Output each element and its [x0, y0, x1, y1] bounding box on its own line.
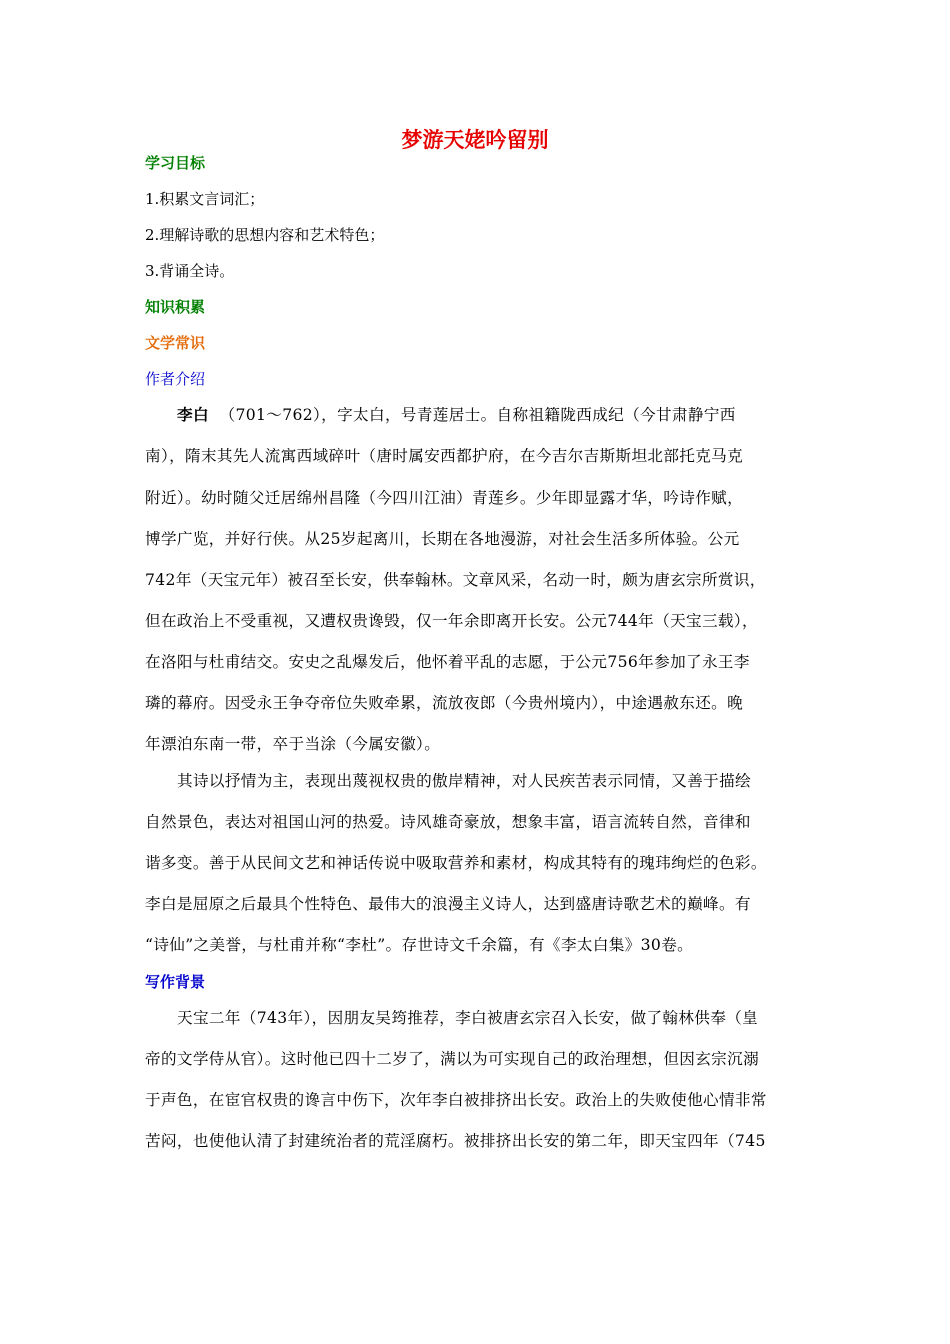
background-line: 苦闷，也使他认清了封建统治者的荒淫腐朽。被排挤出长安的第二年，即天宝四年（745 — [145, 1132, 766, 1150]
style-line: 自然景色，表达对祖国山河的热爱。诗风雄奇豪放，想象丰富，语言流转自然，音律和 — [145, 813, 751, 831]
background-heading: 写作背景 — [145, 973, 206, 991]
background-line: 帝的文学侍从官）。这时他已四十二岁了，满以为可实现自己的政治理想，但因玄宗沉溺 — [145, 1050, 760, 1068]
style-line: 李白是屈原之后最具个性特色、最伟大的浪漫主义诗人，达到盛唐诗歌艺术的巅峰。有 — [145, 895, 751, 913]
bio-line: 但在政治上不受重视，又遭权贵谗毁，仅一年余即离开长安。公元744年（天宝三载）， — [145, 612, 758, 630]
bio-line: 在洛阳与杜甫结交。安史之乱爆发后，他怀着平乱的志愿，于公元756年参加了永王李 — [145, 653, 750, 671]
literary-knowledge-heading: 文学常识 — [145, 334, 206, 352]
style-line: “诗仙”之美誉，与杜甫并称“李杜”。存世诗文千余篇，有《李太白集》30卷。 — [145, 936, 694, 954]
knowledge-heading: 知识积累 — [145, 298, 206, 316]
bio-line: 附近）。幼时随父迁居绵州昌隆（今四川江油）青莲乡。少年即显露才华，吟诗作赋， — [145, 489, 744, 507]
author-name: 李白 — [177, 406, 209, 424]
bio-line: 742年（天宝元年）被召至长安，供奉翰林。文章风采，名动一时，颇为唐玄宗所赏识， — [145, 571, 766, 589]
bio-line: 年漂泊东南一带，卒于当涂（今属安徽）。 — [145, 735, 441, 753]
bio-line: 璘的幕府。因受永王争夺帝位失败牵累，流放夜郎（今贵州境内），中途遇赦东还。晚 — [145, 694, 744, 712]
goal-item: 2.理解诗歌的思想内容和艺术特色； — [145, 226, 385, 244]
goal-item: 1.积累文言词汇； — [145, 190, 265, 208]
goals-heading: 学习目标 — [145, 154, 206, 172]
background-line: 于声色，在宦官权贵的谗言中伤下，次年李白被排挤出长安。政治上的失败使他心情非常 — [145, 1091, 767, 1109]
bio-line: 南），隋末其先人流寓西域碎叶（唐时属安西都护府，在今吉尔吉斯斯坦北部托克马克 — [145, 447, 744, 465]
bio-line: 李白 （701～762），字太白，号青莲居士。自称祖籍陇西成纪（今甘肃静宁西 — [177, 406, 736, 424]
author-intro-heading: 作者介绍 — [145, 370, 206, 388]
document-title: 梦游天姥吟留别 — [401, 128, 549, 152]
goal-item: 3.背诵全诗。 — [145, 262, 235, 280]
background-line: 天宝二年（743年），因朋友吴筠推荐，李白被唐玄宗召入长安，做了翰林供奉（皇 — [177, 1009, 759, 1027]
style-line: 谐多变。善于从民间文艺和神话传说中吸取营养和素材，构成其特有的瑰玮绚烂的色彩。 — [145, 854, 767, 872]
style-line: 其诗以抒情为主，表现出蔑视权贵的傲岸精神，对人民疾苦表示同情，又善于描绘 — [177, 772, 751, 790]
bio-line: 博学广览，并好行侠。从25岁起离川，长期在各地漫游，对社会生活多所体验。公元 — [145, 530, 740, 548]
